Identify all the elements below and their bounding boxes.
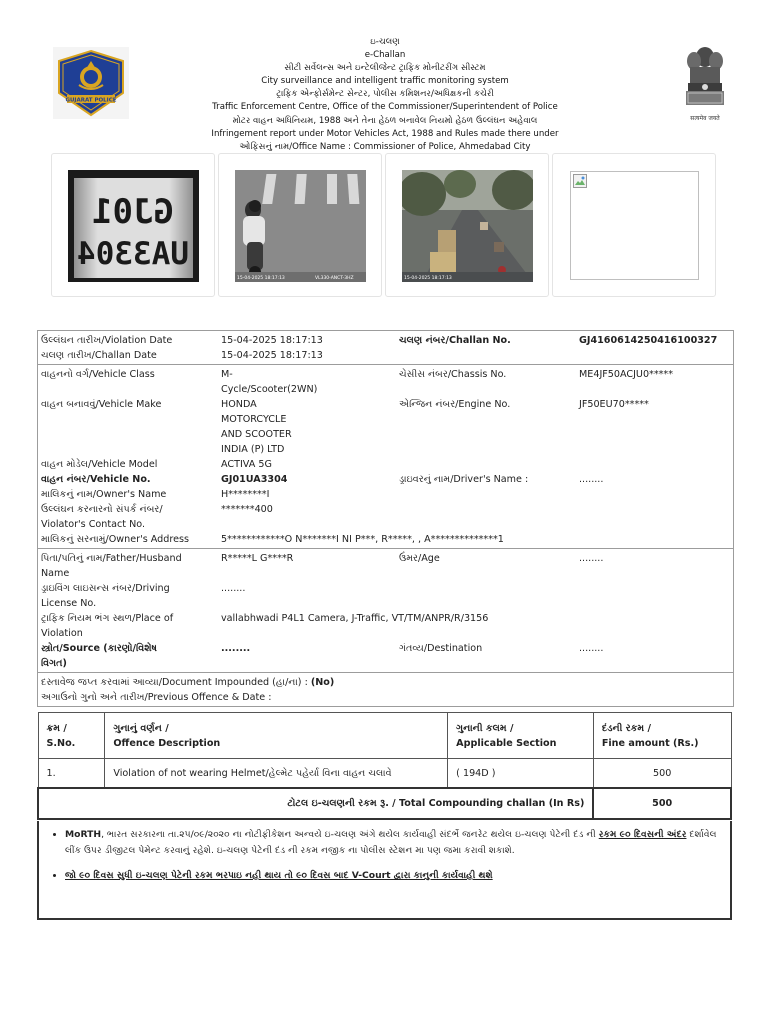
challan-no: GJ4160614250416100327 [579, 335, 718, 346]
destination: ........ [579, 643, 604, 654]
dl-no: ........ [221, 583, 246, 594]
notes-box [37, 821, 732, 920]
header-line: ટ્રાફિક એન્ફોર્સમેન્ટ સેન્ટર, પોલીસ કમિશનર/અધિક્ષકની કચેરી [276, 89, 494, 100]
header-line: સીટી સર્વેલન્સ અને ઇન્ટેલીજેન્ટ ટ્રાફિક મોનીટરીંગ સીસ્ટમ [284, 63, 486, 74]
total-row [38, 788, 731, 819]
header-fine: દંડની રકમ / Fine amount (Rs.) [593, 713, 731, 759]
road-camera-image [402, 170, 533, 282]
header-section: ગુનાની કલમ / Applicable Section [448, 713, 594, 759]
header-line: મોટર વાહન અધિનિયમ, 1988 અને તેના હેઠળ બનાવેલ નિયમો હેઠળ ઉલ્લંઘન અહેવાલ [232, 115, 538, 126]
total-amount: 500 [593, 788, 731, 819]
row-section: ( 194D ) [448, 759, 594, 789]
destination-label: ગંતવ્ય/Destination [399, 643, 483, 654]
vehicle-no-label: વાહન નંબર/Vehicle No. [41, 474, 151, 485]
plate-image-card[interactable] [51, 153, 215, 297]
challan-date-label: ચલણ તારીખ/Challan Date [41, 350, 157, 361]
broken-image-placeholder [570, 171, 699, 280]
header-line: Traffic Enforcement Centre, Office of the Commissioner/Superintendent of Police [212, 102, 558, 113]
previous-offence-label: અગાઉનો ગુનો અને તારીખ/Previous Offence & Date : [41, 692, 272, 703]
rider-camera-image [235, 170, 366, 282]
challan-date: 15-04-2025 18:17:13 [221, 350, 323, 361]
dl-label: ડ્રાઇવિંગ લાઇસન્સ નંબર/Driving License No. [41, 583, 170, 609]
rider-image-card[interactable] [218, 153, 382, 297]
offence-table [37, 712, 732, 820]
chassis-no: ME4JF50ACJU0***** [579, 369, 674, 380]
header-line: ઓફિસનું નામ/Office Name : Commissioner of Police, Ahmedabad City [239, 141, 531, 152]
impounded-value: (No) [310, 677, 335, 688]
vehicle-no: GJ01UA3304 [221, 474, 288, 485]
father-name-label: પિતા/પતિનું નામ/Father/Husband Name [41, 553, 182, 579]
header-text-block [200, 36, 570, 154]
header-line: ઇ-ચલણ [370, 37, 400, 47]
section-dates [38, 331, 733, 365]
header-line: City surveillance and intelligent traffic monitoring system [261, 76, 509, 87]
svg-text:15-04-2025 18:17:13: 15-04-2025 18:17:13 [237, 276, 285, 281]
contact-no: *******400 [221, 504, 273, 515]
row-sno: 1. [38, 759, 105, 789]
offence-table-header [38, 713, 731, 759]
section-vehicle [38, 365, 733, 549]
vehicle-make-label: વાહન બનાવવું/Vehicle Make [41, 399, 162, 410]
missing-image-card[interactable] [552, 153, 716, 297]
vehicle-model-label: વાહન મોડેલ/Vehicle Model [41, 459, 158, 470]
challan-no-label: ચલણ નંબર/Challan No. [399, 335, 511, 346]
vehicle-class-label: વાહનનો વર્ગ/Vehicle Class [41, 369, 155, 380]
evidence-images [51, 153, 718, 299]
address-label: માલિકનું સરનામું/Owner's Address [41, 534, 189, 545]
row-description: Violation of not wearing Helmet/હેલ્મેટ પહેર્યા વિના વાહન ચલાવે [105, 759, 448, 789]
number-plate-image [68, 170, 199, 282]
challan-details [37, 330, 734, 707]
vehicle-class: M- Cycle/Scooter(2WN) [221, 369, 318, 395]
header-line: e-Challan [364, 50, 406, 61]
impounded-line [38, 675, 733, 690]
challan-header [0, 36, 768, 152]
gujarat-police-logo [53, 47, 129, 119]
header-description: ગુનાનું વર્ણન / Offence Description [105, 713, 448, 759]
source-label: સ્ત્રોત/Source (કારણો/વિશેષ વિગત) [41, 643, 157, 669]
violation-date-label: ઉલ્લંઘન તારીખ/Violation Date [41, 335, 173, 346]
source: ........ [221, 643, 251, 654]
driver-name: ........ [579, 474, 604, 485]
broken-image-icon [573, 174, 587, 188]
road-image-card[interactable] [385, 153, 549, 297]
engine-label: એન્જિન નંબર/Engine No. [399, 399, 511, 410]
father-name: R*****L G****R [221, 553, 294, 564]
violation-date: 15-04-2025 18:17:13 [221, 335, 323, 346]
impounded-label: દસ્તાવેજ જપ્ત કરવામાં આવ્યા/Document Impounded (હા/ના) : [41, 677, 308, 688]
svg-text:GJ01: GJ01 [92, 192, 174, 232]
note-payment-deadline: • MoRTH, ભારત સરકારના તા.૨૫/૦૯/૨૦૨૦ ના નોટીફીકેશન અન્વયે ઇ-ચલણ અંગે થયેલ કાર્યવાહી સંદર્ભે જનરેટ થયેલ ઇ-ચલણ પેટેની દંડ ની રકમ ૯૦ દિવસની અંદર દર્શાવેલ લીંક ઉપર ડીજીટલ પેમેન્ટ કરવાનું રહેશે. ઇ-ચલણ પેટેની દંડ ની રકમ નજીક ના પોલીસ સ્ટેશન મા પણ જમા કરાવી શકાશે. [65, 827, 730, 859]
vehicle-model: ACTIVA 5G [221, 459, 272, 470]
note-vcourt: • જો ૯૦ દિવસ સુધી ઇ-ચલણ પેટેની રકમ ભરપાઇ નહી થાય તો ૯૦ દિવસ બાદ V-Court દ્વારા કાનુની કાર્યવાહી થશે [65, 868, 730, 884]
section-person [38, 549, 733, 673]
emblem-caption: सत्यमेव जयते [690, 115, 720, 122]
header-sno: ક્રમ / S.No. [38, 713, 105, 759]
table-row [38, 759, 731, 789]
owner-name-label: માલિકનું નામ/Owner's Name [41, 489, 167, 500]
section-documents [38, 673, 733, 706]
svg-text:15-04-2025 18:17:13: 15-04-2025 18:17:13 [404, 276, 452, 281]
owner-address: 5************O N*******I NI P***, R*****, , A**************1 [221, 534, 504, 545]
vehicle-make: HONDA MOTORCYCLE AND SCOOTER INDIA (P) LTD [221, 399, 292, 455]
place-label: ટ્રાફિક નિયમ ભંગ સ્થળ/Place of Violation [41, 613, 174, 639]
ashoka-emblem-icon [680, 43, 730, 109]
owner-name: H********I [221, 489, 270, 500]
engine-no: JF50EU70***** [579, 399, 649, 410]
contact-label: ઉલ્લંઘન કરનારનો સંપર્ક નંબર/ Violator's Contact No. [41, 504, 163, 530]
age: ........ [579, 553, 604, 564]
total-label: ટોટલ ઇ-ચલણની રકમ રૂ. / Total Compounding challan (In Rs) [38, 788, 593, 819]
driver-name-label: ડ્રાઇવરનું નામ/Driver's Name : [399, 474, 529, 485]
svg-text:GUJARAT POLICE: GUJARAT POLICE [65, 97, 117, 104]
chassis-label: ચેસીસ નંબર/Chassis No. [399, 369, 507, 380]
header-line: Infringement report under Motor Vehicles Act, 1988 and Rules made there under [211, 128, 559, 139]
svg-text:VL330-ANCT-3HZ: VL330-ANCT-3HZ [315, 276, 354, 281]
age-label: ઉંમર/Age [399, 553, 440, 564]
svg-text:UA3304: UA3304 [77, 236, 189, 272]
row-fine: 500 [593, 759, 731, 789]
national-emblem [680, 43, 730, 121]
place-of-violation: vallabhwadi P4L1 Camera, J-Traffic, VT/TM/ANPR/R/3156 [221, 613, 489, 624]
